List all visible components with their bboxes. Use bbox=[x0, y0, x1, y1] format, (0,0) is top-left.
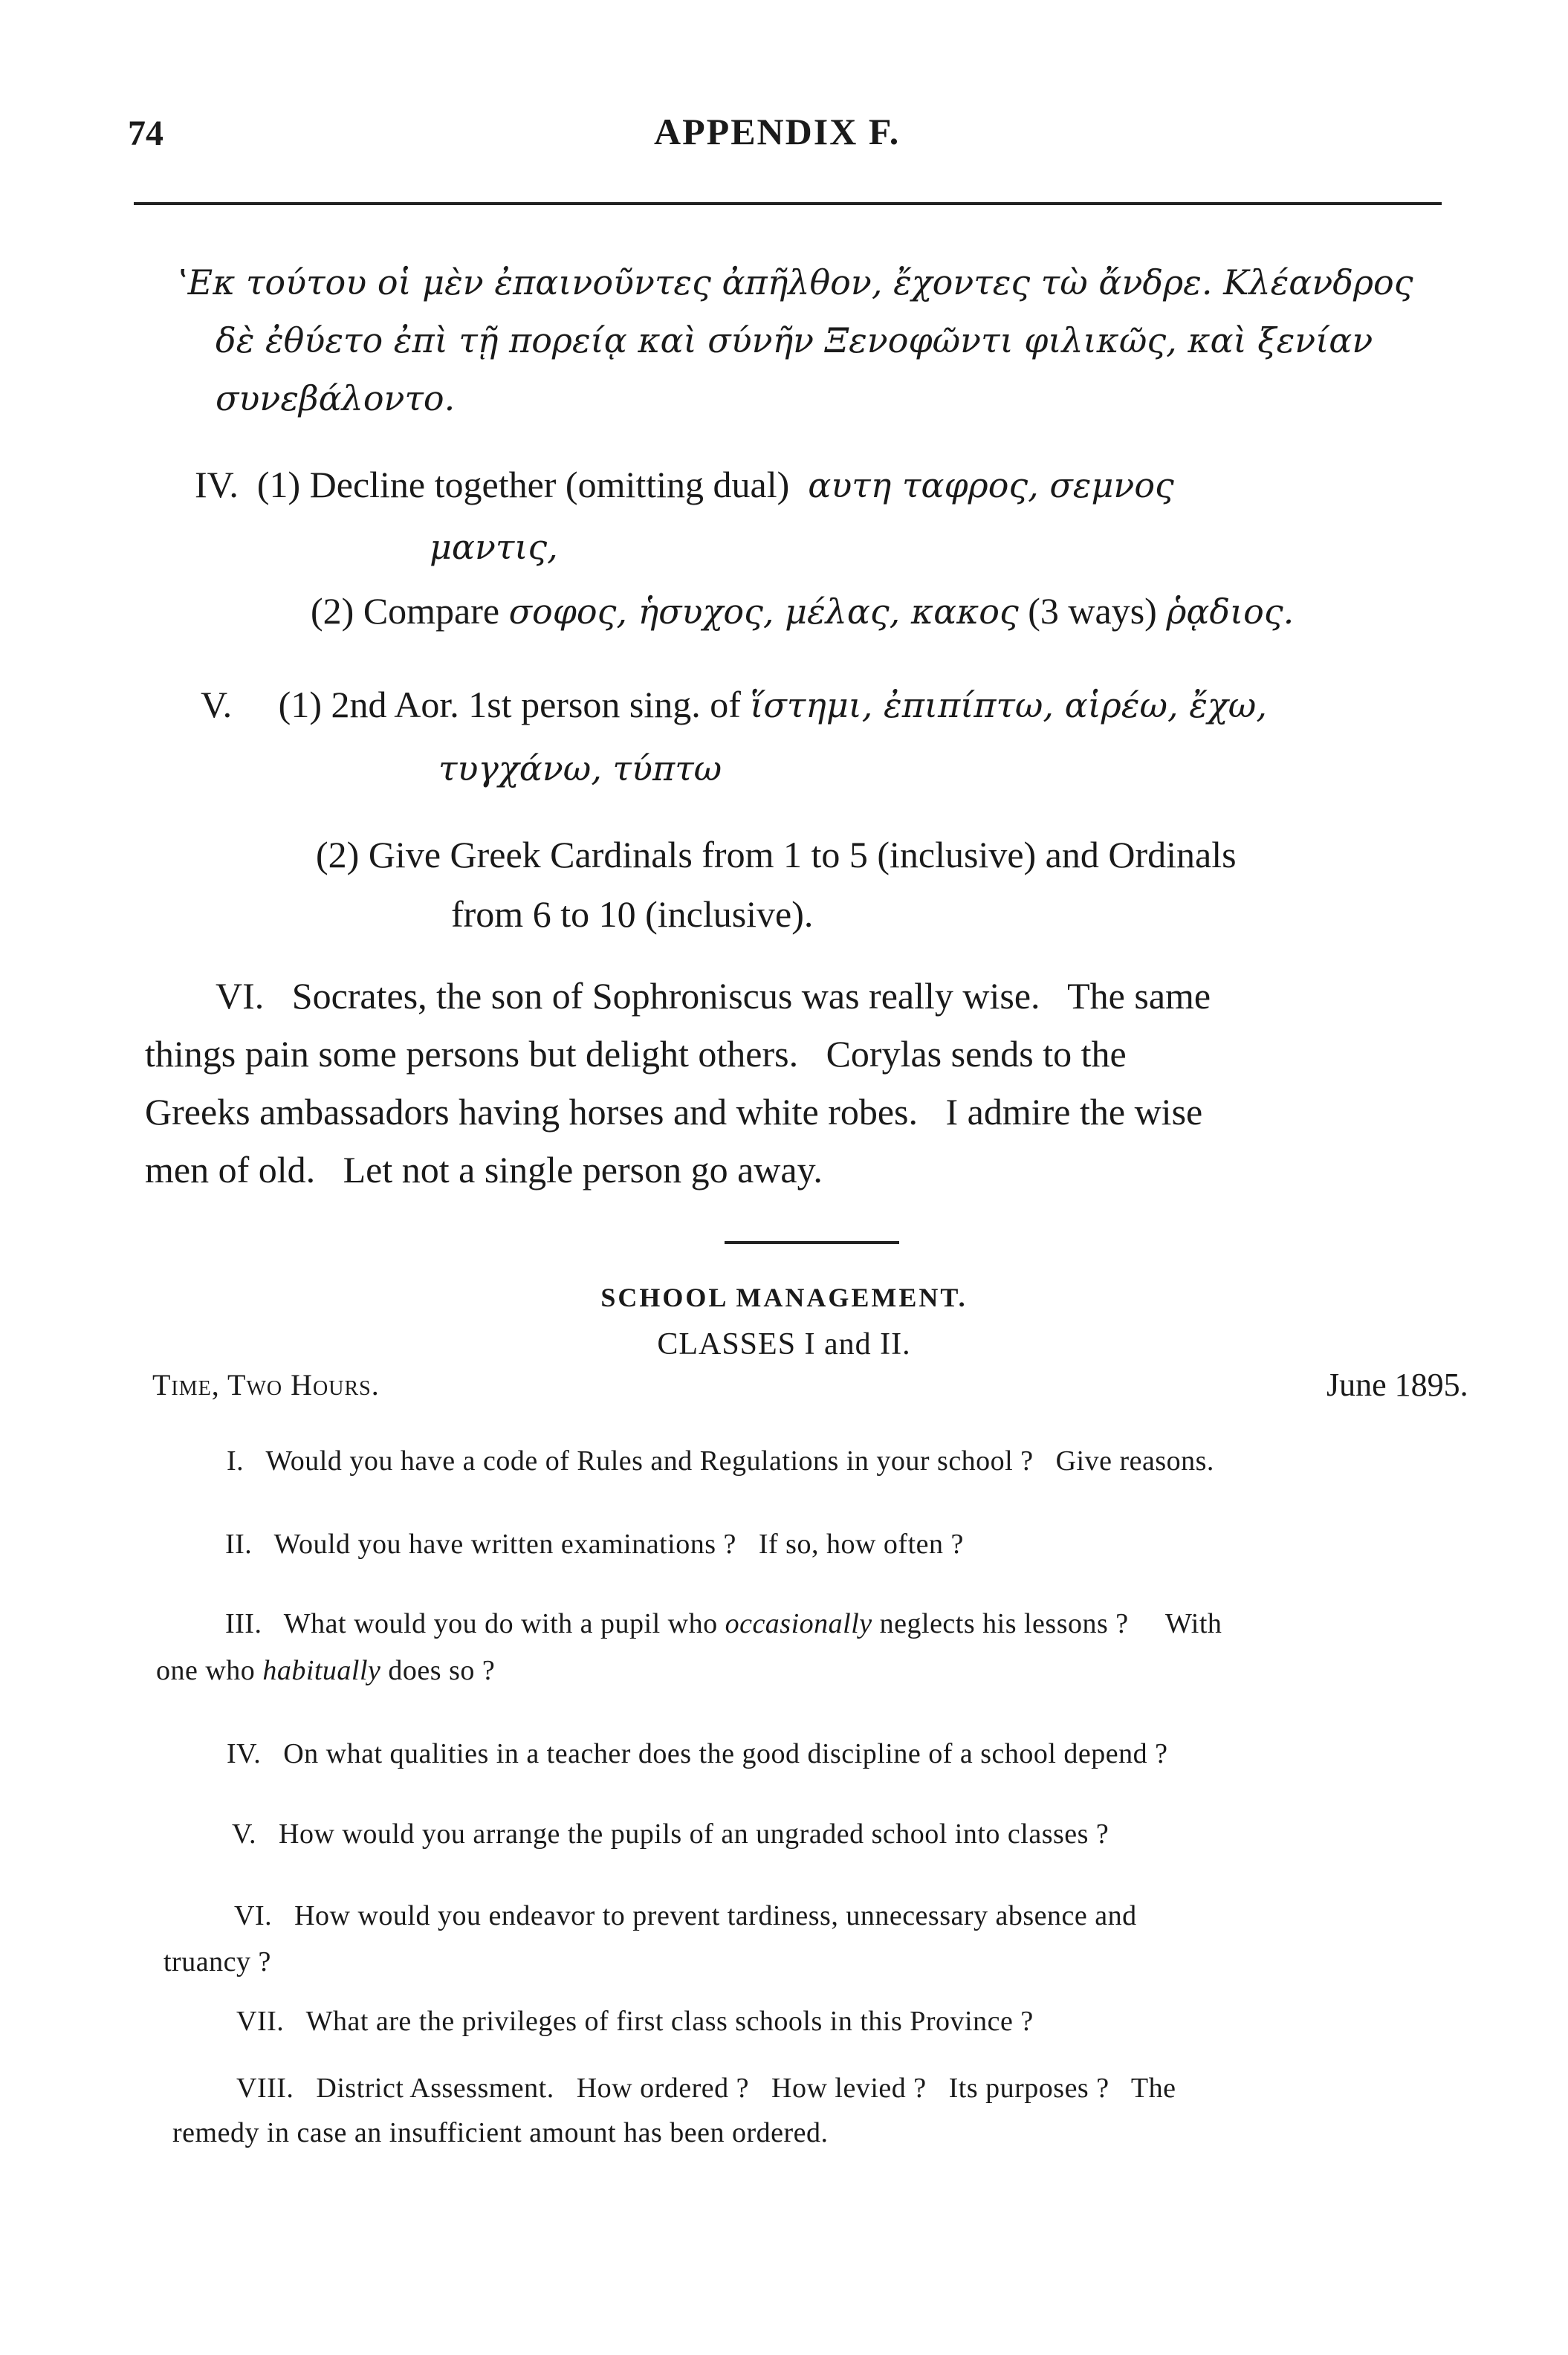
question-number: VIII. bbox=[236, 2073, 294, 2104]
question-vi-line-3: Greeks ambassadors having horses and white robes. I admire the wise bbox=[145, 1091, 1203, 1133]
question-text: What are the privileges of first class schools in this Province ? bbox=[305, 2006, 1034, 2037]
question-text: Would you have a code of Rules and Regulations in your school ? Give reasons. bbox=[265, 1445, 1214, 1477]
question-text: 2nd Aor. 1st person sing. of bbox=[331, 684, 741, 725]
sm-question-iv bbox=[227, 1732, 1168, 1776]
sm-question-iii-line-1 bbox=[225, 1601, 1222, 1646]
question-number: IV. bbox=[227, 1738, 262, 1769]
question-text: neglects his lessons ? With bbox=[879, 1608, 1222, 1639]
question-number: V. bbox=[232, 1818, 257, 1850]
question-text: What would you do with a pupil who bbox=[283, 1608, 718, 1639]
question-text: one who bbox=[156, 1655, 256, 1686]
greek-words: σοφος, ἡσυχος, μέλας, κακος bbox=[508, 592, 1019, 632]
sub-number: (2) bbox=[316, 834, 360, 875]
question-iv-1 bbox=[195, 455, 1174, 514]
running-title: APPENDIX F. bbox=[654, 111, 901, 152]
question-vi-line-4: men of old. Let not a single person go away. bbox=[145, 1149, 823, 1191]
question-text: Decline together (omitting dual) bbox=[309, 464, 790, 505]
question-text: How would you endeavor to prevent tardiness, unnecessary absence and bbox=[294, 1900, 1137, 1931]
greek-words: ἵστημι, ἐπιπίπτω, αἱρέω, ἔχω, bbox=[750, 685, 1267, 725]
question-text: Give Greek Cardinals from 1 to 5 (inclusive) and Ordinals bbox=[368, 834, 1237, 875]
question-v-1-cont: τυγχάνω, τύπτω bbox=[438, 748, 722, 788]
sm-question-i bbox=[227, 1439, 1214, 1483]
section-subtitle: CLASSES I and II. bbox=[657, 1327, 911, 1361]
question-number: I. bbox=[227, 1445, 244, 1477]
sm-question-v bbox=[232, 1812, 1109, 1856]
sm-question-vii bbox=[236, 1999, 1034, 2044]
greek-words: αυτη ταφρος, σεμνος bbox=[808, 465, 1174, 505]
question-vi-line-1 bbox=[216, 966, 1211, 1026]
page-number: 74 bbox=[128, 114, 163, 153]
question-text: On what qualities in a teacher does the good discipline of a school depend ? bbox=[283, 1738, 1168, 1769]
greek-passage-line-1: ʽΕκ τούτου οἱ μὲν ἐπαινοῦντες ἀπῆλθον, ἔχοντες τὼ ἄνδρε. Κλέανδρος bbox=[177, 262, 1413, 302]
sm-question-vi-line-2: truancy ? bbox=[163, 1946, 271, 1977]
greek-word: ῥᾳδιος. bbox=[1166, 592, 1295, 632]
question-v-2 bbox=[316, 825, 1237, 884]
question-text: How would you arrange the pupils of an ungraded school into classes ? bbox=[279, 1818, 1109, 1850]
question-iv-1-cont: μαντις, bbox=[430, 527, 558, 567]
question-number: IV. bbox=[195, 464, 239, 505]
greek-passage-line-2: δὲ ἐθύετο ἐπὶ τῇ πορείᾳ καὶ σύνῆν Ξενοφῶντι φιλικῶς, καὶ ξενίαν bbox=[216, 320, 1373, 360]
question-text: Would you have written examinations ? If so, how often ? bbox=[273, 1529, 964, 1560]
section-divider bbox=[725, 1241, 899, 1244]
question-v-2-cont: from 6 to 10 (inclusive). bbox=[451, 893, 814, 935]
question-number: VI. bbox=[216, 975, 265, 1017]
question-text: District Assessment. How ordered ? How levied ? Its purposes ? The bbox=[316, 2073, 1176, 2104]
sm-question-ii bbox=[225, 1522, 964, 1567]
question-number: III. bbox=[225, 1608, 262, 1639]
question-emphasis: occasionally bbox=[725, 1608, 872, 1639]
sm-question-viii-line-2: remedy in case an insufficient amount has been ordered. bbox=[172, 2117, 829, 2148]
question-text: does so ? bbox=[388, 1655, 496, 1686]
header-rule bbox=[134, 202, 1442, 205]
question-vi-line-2: things pain some persons but delight others. Corylas sends to the bbox=[145, 1033, 1127, 1075]
sub-number: (1) bbox=[256, 464, 301, 505]
greek-passage-line-3: συνεβάλοντο. bbox=[216, 378, 456, 418]
section-title: SCHOOL MANAGEMENT. bbox=[600, 1283, 968, 1312]
question-text-note: (3 ways) bbox=[1028, 590, 1157, 632]
sm-question-viii-line-1 bbox=[236, 2066, 1176, 2111]
question-number: VI. bbox=[234, 1900, 273, 1931]
question-number: VII. bbox=[236, 2006, 285, 2037]
question-number: II. bbox=[225, 1529, 253, 1560]
question-emphasis: habitually bbox=[262, 1655, 381, 1686]
sm-question-vi-line-1 bbox=[234, 1894, 1137, 1938]
sub-number: (2) bbox=[311, 590, 354, 632]
exam-date: June 1895. bbox=[1326, 1367, 1468, 1403]
exam-time: Time, Two Hours. bbox=[152, 1368, 380, 1402]
sm-question-iii-line-2 bbox=[156, 1648, 495, 1693]
question-number: V. bbox=[201, 684, 233, 725]
question-text: Socrates, the son of Sophroniscus was really wise. The same bbox=[291, 975, 1211, 1017]
sub-number: (1) bbox=[278, 684, 322, 725]
question-iv-2 bbox=[311, 581, 1294, 641]
question-text: Compare bbox=[363, 590, 500, 632]
question-v-1 bbox=[201, 675, 1267, 734]
